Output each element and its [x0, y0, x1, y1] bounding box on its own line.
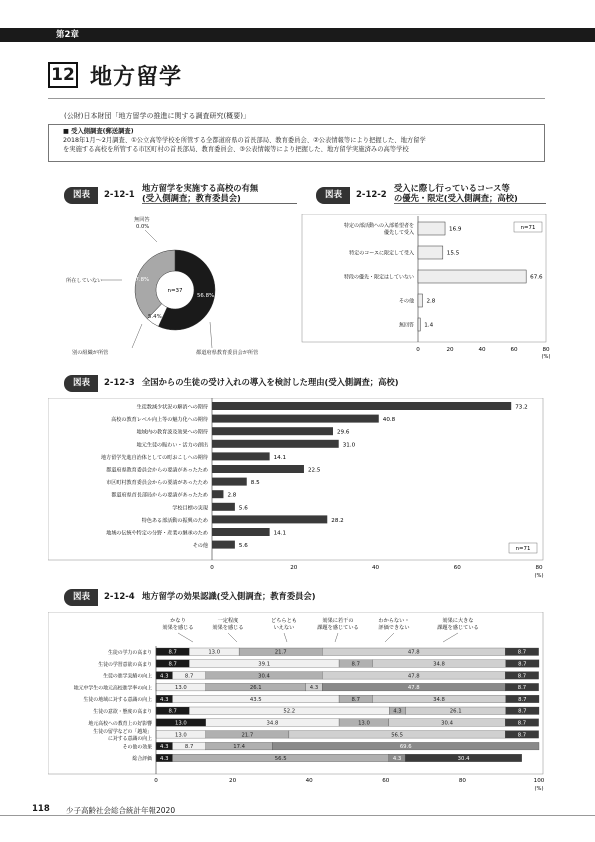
- segment-label: 43.5: [249, 696, 262, 703]
- fig-title: 全国からの生徒の受け入れの導入を検討した理由(受入側調査；高校): [142, 377, 399, 387]
- data-label: 5.6: [238, 543, 248, 550]
- bar: [418, 246, 443, 259]
- fig-number: 2-12-3: [104, 378, 135, 388]
- legend-leader: [178, 633, 193, 642]
- tick-label: 60: [382, 778, 390, 784]
- fig4-header: [64, 589, 544, 609]
- category-label: その他の効果: [122, 744, 152, 751]
- segment-label: 26.1: [449, 708, 462, 715]
- title-divider: [48, 98, 545, 99]
- legend-label: わからない・: [378, 618, 410, 624]
- category-label: その他: [192, 543, 208, 550]
- category-label: 生徒の意欲・態度の高まり: [93, 709, 152, 715]
- category-label: 特色ある部活動の振興のため: [141, 517, 208, 524]
- bar: [418, 294, 422, 307]
- tick-label: 80: [458, 778, 466, 784]
- value-not-exist: 37.8%: [132, 277, 150, 283]
- legend-label: 効果を感じる: [162, 625, 194, 631]
- data-label: 14.1: [273, 530, 287, 537]
- data-label: 8.5: [250, 480, 260, 487]
- data-label: 22.5: [307, 467, 321, 474]
- legend-label: 効果に若干の: [322, 618, 354, 624]
- bar: [212, 402, 511, 410]
- fig-number: 2-12-2: [356, 190, 387, 200]
- tick-label: 60: [453, 565, 461, 571]
- legend-leader: [443, 633, 458, 642]
- category-label: 学校目標の実現: [172, 505, 208, 512]
- data-label: 14.1: [273, 454, 287, 461]
- fig3-bar-chart: [48, 398, 548, 582]
- segment-label: 13.0: [174, 685, 187, 692]
- category-label: 地方留学先進自治体としての町おこしへの期待: [101, 454, 208, 461]
- data-label: 2.8: [227, 492, 237, 499]
- bar: [212, 465, 304, 473]
- bar: [212, 528, 270, 536]
- fig-title: [142, 183, 297, 204]
- segment-label: 13.0: [174, 732, 187, 739]
- segment-label: 8.7: [351, 661, 360, 668]
- chapter-label: 第2章: [48, 28, 104, 42]
- category-label: 地元中学生の地元高校進学率の向上: [73, 685, 152, 692]
- data-label: 29.6: [336, 429, 350, 436]
- survey-line: を実施する高校を所管する市区町村の首長部局、教育委員会、③公表情報等により把握した、地方留学実施済みの高等学校: [63, 145, 409, 153]
- segment-label: 4.3: [160, 673, 169, 680]
- value-pref: 56.8%: [197, 293, 215, 299]
- tick-label: 0: [416, 347, 420, 353]
- legend-label: 評価できない: [378, 625, 410, 631]
- segment-label: 47.8: [407, 673, 420, 680]
- fig2-bar-chart: [300, 214, 550, 364]
- category-label: 生徒数減少状況の解消への期待: [136, 404, 208, 411]
- data-label: 28.2: [331, 517, 344, 524]
- segment-label: 39.1: [258, 661, 271, 668]
- segment-label: 30.4: [457, 755, 470, 762]
- survey-title: ■ 受入側調査(郵送調査): [63, 128, 134, 135]
- data-label: 2.8: [426, 298, 436, 305]
- data-label: 1.4: [424, 322, 434, 329]
- tick-label: 0: [210, 565, 214, 571]
- bar: [212, 515, 327, 523]
- category-label: 生徒の留学などの「越境」: [93, 729, 152, 736]
- legend-label: 一定程度: [217, 618, 239, 624]
- segment-label: 8.7: [517, 685, 527, 692]
- segment-label: 17.4: [233, 744, 246, 751]
- data-label: 5.6: [238, 505, 248, 512]
- page-number: 118: [32, 804, 50, 814]
- category-label: 都道府県首長部局からの要請があったため: [111, 492, 208, 499]
- bar: [418, 318, 420, 331]
- legend-leader: [228, 633, 237, 642]
- n-label: n=71: [520, 225, 536, 231]
- segment-label: 13.0: [174, 720, 187, 727]
- category-label: 地元生徒の賑わい・活力の創出: [136, 442, 208, 449]
- bar: [212, 503, 235, 511]
- legend-label: 効果に大きな: [442, 618, 474, 624]
- data-label: 15.5: [446, 250, 460, 257]
- category-label: 都道府県教育委員会からの要請があったため: [106, 467, 208, 474]
- segment-label: 8.7: [517, 732, 527, 739]
- unit-label: (%): [534, 786, 544, 792]
- bar: [212, 427, 333, 435]
- tick-label: 100: [533, 778, 545, 784]
- segment-label: 13.0: [208, 649, 221, 656]
- legend-label: いえない: [273, 625, 295, 631]
- segment-label: 8.7: [517, 720, 527, 727]
- segment-label: 21.7: [274, 649, 287, 656]
- bar: [418, 270, 526, 283]
- segment-label: 21.7: [241, 732, 254, 739]
- fig4-stacked-bar-chart: [48, 612, 548, 797]
- fig-number: 2-12-4: [104, 592, 135, 602]
- segment-label: 8.7: [518, 708, 527, 715]
- bar: [212, 415, 379, 423]
- segment-label: 30.4: [258, 673, 270, 680]
- segment-label: 8.7: [351, 696, 360, 703]
- unit-label: (%): [541, 354, 550, 360]
- data-label: 40.8: [382, 417, 396, 424]
- segment-label: 34.8: [433, 696, 445, 703]
- segment-label: 56.5: [391, 732, 403, 739]
- legend-label: 効果を感じる: [212, 625, 244, 631]
- legend-label: どちらとも: [271, 618, 297, 624]
- fig-title-line: 地方留学を実施する高校の有無: [142, 183, 259, 193]
- legend-leader: [284, 633, 287, 642]
- segment-label: 4.3: [309, 685, 319, 692]
- bar: [212, 541, 235, 549]
- footer-divider: [0, 815, 595, 816]
- segment-label: 56.5: [274, 755, 287, 762]
- label-not-exist: 所在していない: [66, 278, 103, 284]
- survey-line: 2018年1月～2月調査、①公立高等学校を所管する全都道府県の首長部局、教育委員会、②公表情報等により把握した、地方留学: [63, 136, 426, 144]
- tick-label: 20: [290, 565, 298, 571]
- leader-line: [145, 230, 157, 242]
- category-label: 特定の部活動への入部希望者を: [343, 223, 414, 229]
- segment-label: 34.8: [266, 720, 279, 727]
- fig-badge: 図表: [64, 589, 98, 606]
- tick-label: 80: [542, 347, 550, 353]
- segment-label: 4.3: [392, 755, 402, 762]
- tick-label: 20: [229, 778, 237, 784]
- fig3-header: [64, 375, 544, 395]
- segment-label: 8.7: [517, 649, 527, 656]
- legend-label: 課題を感じている: [437, 625, 479, 631]
- bar: [418, 222, 445, 235]
- n-label: n=71: [515, 546, 531, 552]
- fig-title-line: の優先・限定(受入側調査；高校): [394, 193, 518, 203]
- data-label: 67.6: [530, 274, 543, 281]
- legend-leader: [335, 633, 338, 642]
- segment-label: 47.8: [407, 685, 420, 692]
- segment-label: 8.7: [168, 661, 177, 668]
- label-other-org: 別の組織が所管: [72, 350, 109, 356]
- legend-label: 課題を感じている: [317, 625, 359, 631]
- fig-badge: 図表: [64, 375, 98, 392]
- book-title: 少子高齢社会総合統計年報2020: [66, 806, 176, 815]
- category-label: 地元高校への教育上の好影響: [88, 720, 152, 727]
- fig-title-line: (受入側調査；教育委員会): [142, 193, 241, 203]
- segment-label: 4.3: [393, 708, 402, 715]
- value-no-answer: 0.0%: [136, 224, 150, 230]
- unit-label: (%): [534, 573, 544, 579]
- tick-label: 0: [154, 778, 158, 784]
- segment-label: 69.6: [399, 744, 412, 751]
- donut-n: n=37: [167, 288, 183, 294]
- tick-label: 20: [446, 347, 454, 353]
- category-label: 生徒の地域に対する意識の向上: [83, 697, 152, 704]
- category-label: 高校の教育レベル向上等の魅力化への期待: [111, 417, 208, 424]
- value-other: 5.4%: [148, 314, 162, 320]
- category-label: 生徒の学習意欲の高まり: [98, 661, 152, 668]
- label-no-answer: 無回答: [134, 217, 150, 223]
- leader-line: [210, 322, 212, 348]
- source-citation: (公財)日本財団「地方留学の推進に関する調査研究(概要)」: [64, 112, 250, 120]
- category-label: 特定のコースに限定して受入: [349, 250, 414, 257]
- segment-label: 4.3: [160, 755, 169, 762]
- segment-label: 30.4: [441, 720, 453, 727]
- data-label: 16.9: [449, 226, 462, 233]
- tick-label: 80: [535, 565, 543, 571]
- segment-label: 47.8: [407, 649, 420, 656]
- legend-label: かなり: [170, 618, 186, 624]
- fig-title: [394, 183, 546, 204]
- category-label: 生徒の進学実績の向上: [103, 673, 152, 680]
- tick-label: 40: [305, 778, 313, 784]
- segment-label: 13.0: [358, 720, 370, 727]
- category-label: 市区町村教育委員会からの要請があったため: [106, 480, 208, 487]
- bar: [212, 452, 270, 460]
- tick-label: 60: [510, 347, 518, 353]
- segment-label: 8.7: [518, 696, 527, 703]
- category-label: 地域の伝統や特定の分野・産業の継承のため: [106, 530, 208, 537]
- legend-leader: [385, 633, 394, 642]
- category-label: 総合評価: [132, 756, 152, 763]
- fig-number: 2-12-1: [104, 190, 135, 200]
- segment-label: 4.3: [160, 696, 169, 703]
- segment-label: 26.1: [249, 685, 262, 692]
- bar: [212, 478, 247, 486]
- segment-label: 8.7: [168, 708, 177, 715]
- category-label: 地域内の教育波及効果への期待: [136, 429, 208, 436]
- category-label: その他: [398, 298, 414, 305]
- bar: [212, 440, 339, 448]
- segment-label: 8.7: [184, 673, 194, 680]
- label-pref-board: 都道府県教育委員会が所管: [196, 350, 259, 356]
- segment-label: 8.7: [518, 661, 527, 668]
- category-label: に対する意識の向上: [107, 736, 152, 743]
- category-label: 無回答: [398, 322, 414, 329]
- fig-title-line: 受入に際し行っているコース等: [394, 183, 510, 193]
- fig-badge: 図表: [316, 187, 350, 204]
- section-title: 地方留学: [90, 65, 183, 90]
- segment-label: 4.3: [160, 744, 169, 751]
- category-label: 生徒の学力の高まり: [107, 650, 152, 656]
- fig1-header: [64, 183, 294, 207]
- segment-label: 8.7: [517, 673, 527, 680]
- segment-label: 34.8: [433, 661, 445, 668]
- fig-badge: 図表: [64, 187, 98, 204]
- segment-label: 52.2: [283, 708, 296, 715]
- category-label: 優先して受入: [383, 230, 414, 236]
- data-label: 31.0: [342, 442, 356, 449]
- tick-label: 40: [478, 347, 486, 353]
- fig1-donut-chart: [60, 212, 300, 362]
- leader-line: [132, 324, 142, 348]
- survey-info-box: [48, 124, 545, 162]
- data-label: 73.2: [515, 404, 528, 411]
- fig-title: 地方留学の効果認識(受入側調査；教育委員会): [142, 591, 316, 601]
- fig2-header: [316, 183, 546, 207]
- bar: [212, 490, 223, 498]
- section-number: 12: [48, 62, 78, 88]
- tick-label: 40: [371, 565, 380, 571]
- segment-label: 8.7: [184, 744, 194, 751]
- segment-label: 8.7: [168, 649, 177, 656]
- category-label: 特段の優先・限定はしていない: [343, 274, 414, 281]
